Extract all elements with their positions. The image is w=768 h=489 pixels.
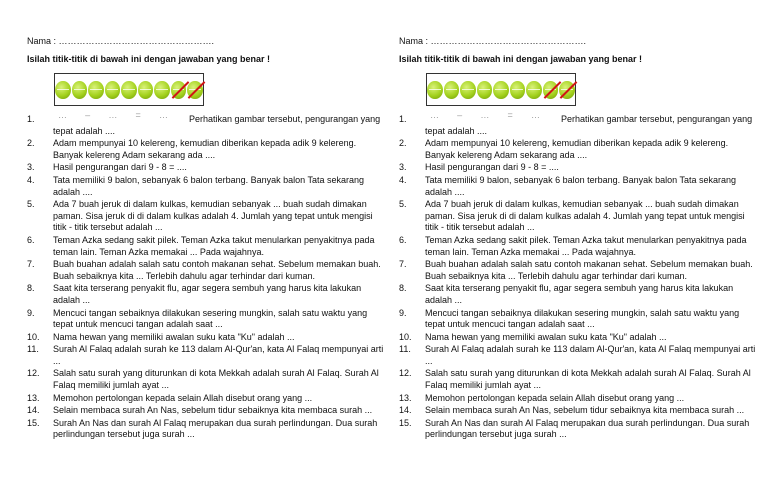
question-number: 2. [399,138,407,149]
question-item [399,368,759,391]
balloon-illustration [426,73,576,106]
question-item [399,344,759,367]
balloon-icon [477,81,493,99]
blank-dots: … [58,110,67,120]
question-item [399,199,759,234]
balloon-icon [427,81,443,99]
question-text: Nama hewan yang memiliki awalan suku kata "Ku" adalah ... [53,331,295,342]
question-number: 4. [399,174,407,185]
balloon-icon [510,81,526,99]
balloon-illustration [54,73,204,106]
question-number: 7. [27,259,35,270]
question-number: 1. [27,114,35,124]
question-number: 8. [399,283,407,294]
blank-dots: … [108,110,118,120]
balloon-icon [72,81,88,99]
question-text: Ada 7 buah jeruk di dalam kulkas, kemudian sebanyak ... buah sudah dimakan paman. Sisa jeruk di di dalam kulkas adalah 4. Jumlah yang tepat untuk mengisi titik - titik tersebut adalah ... [53,199,373,233]
question-text: Saat kita terserang penyakit flu, agar segera sembuh yang harus kita lakukan adalah ... [425,283,734,305]
balloon-icon [526,81,542,99]
question-number: 11. [399,344,411,355]
instruction-heading: Isilah titik-titik di bawah ini dengan jawaban yang benar ! [27,54,271,64]
question-text: Surah An Nas dan surah Al Falaq merupakan dua surah perlindungan. Dua surah perlindungan tersebut juga surah ... [425,417,750,440]
question-text: Mencuci tangan sebaiknya dilakukan sesering mungkin, salah satu waktu yang tepat untuk mencuci tangan adalah saat ... [53,307,368,330]
question-text: Salah satu surah yang diturunkan di kota Mekkah adalah surah Al Falaq. Surah Al Falaq memiliki jumlah ayat ... [53,368,379,391]
question-number: 12. [27,368,40,379]
question-text: Tata memiliki 9 balon, sebanyak 6 balon terbang. Banyak balon Tata sekarang adalah .... [425,174,737,197]
question-text: Surah An Nas dan surah Al Falaq merupakan dua surah perlindungan. Dua surah perlindungan tersebut juga surah ... [53,417,378,440]
balloon-icon [121,81,137,99]
question-text: Adam mempunyai 10 kelereng, kemudian diberikan kepada adik 9 kelereng. Banyak kelereng Adam sekarang ada .... [425,138,729,160]
balloon-icon [138,81,154,99]
balloon-icon [55,81,71,99]
question-text: Ada 7 buah jeruk di dalam kulkas, kemudian sebanyak ... buah sudah dimakan paman. Sisa jeruk di di dalam kulkas adalah 4. Jumlah yang tepat untuk mengisi titik - titik tersebut adalah ... [425,199,745,233]
question-item [399,259,759,282]
question-item [27,175,387,198]
question-text: Hasil pengurangan dari 9 - 8 = .... [53,162,187,173]
blank-dots: … [480,110,490,120]
question-item [27,259,387,282]
question-item [27,138,387,161]
question-number: 14. [399,405,412,416]
minus-sign: – [85,110,91,120]
name-field-line: Nama : ……………………………………………. [27,36,215,46]
question-text: Buah buahan adalah salah satu contoh makanan sehat. Sebelum memakan buah. Buah sebaiknya kita ... Terlebih dahulu agar terhindar dari kuman. [425,259,753,281]
question-number: 12. [399,368,412,379]
balloon-icon [444,81,460,99]
question-text: Selain membaca surah An Nas, sebelum tidur sebaiknya kita membaca surah ... [53,405,373,416]
question-number: 11. [27,344,39,355]
question-text: Tata memiliki 9 balon, sebanyak 6 balon terbang. Banyak balon Tata sekarang adalah .... [53,174,365,197]
question-item [27,283,387,306]
question-text: Buah buahan adalah salah satu contoh makanan sehat. Sebelum memakan buah. Buah sebaiknya kita ... Terlebih dahulu agar terhindar dari kuman. [53,259,381,281]
question-item [27,332,387,344]
question-text: Hasil pengurangan dari 9 - 8 = .... [425,162,559,173]
balloon-icon [460,81,476,99]
question-text: Surah Al Falaq adalah surah ke 113 dalam Al-Qur'an, kata Al Falaq mempunyai arti ... [425,344,756,366]
question-text: Memohon pertolongan kepada selain Allah disebut orang yang ... [425,392,685,403]
question-number: 15. [27,417,40,428]
question-number: 3. [27,162,35,173]
question-item [27,114,387,137]
question-number: 15. [399,417,412,428]
question-number: 10. [27,331,40,342]
equals-sign: = [135,110,141,120]
balloon-icon [493,81,509,99]
question-number: 1. [399,114,407,124]
equals-sign: = [507,110,513,120]
blank-dots: … [158,110,168,120]
question-text: Mencuci tangan sebaiknya dilakukan sesering mungkin, salah satu waktu yang tepat untuk mencuci tangan adalah saat ... [425,307,740,330]
minus-sign: – [457,110,463,120]
question-number: 13. [399,392,412,403]
question-list [399,114,759,442]
question-item [27,199,387,234]
question-list [27,114,387,442]
question-text: Salah satu surah yang diturunkan di kota Mekkah adalah surah Al Falaq. Surah Al Falaq memiliki jumlah ayat ... [425,368,751,391]
question-number: 14. [27,405,40,416]
question-text: Nama hewan yang memiliki awalan suku kata "Ku" adalah ... [425,331,667,342]
question-item [399,175,759,198]
question-text: Selain membaca surah An Nas, sebelum tidur sebaiknya kita membaca surah ... [425,405,745,416]
question-number: 8. [27,283,35,294]
question-item [399,138,759,161]
blank-dots: … [530,110,540,120]
question-item [399,332,759,344]
question-number: 4. [27,174,35,185]
question-text: Adam mempunyai 10 kelereng, kemudian diberikan kepada adik 9 kelereng. Banyak kelereng Adam sekarang ada .... [53,138,357,160]
question-item [27,368,387,391]
crossed-balloon-icon [187,81,203,99]
question-item [27,235,387,258]
instruction-heading: Isilah titik-titik di bawah ini dengan jawaban yang benar ! [399,54,643,64]
question-item [27,344,387,367]
question-text: Teman Azka sedang sakit pilek. Teman Azka takut menularkan penyakitnya pada teman lain. Teman Azka memakai ... Pada wajahnya. [425,234,747,257]
balloon-icon [88,81,104,99]
question-number: 7. [399,259,407,270]
question-number: 13. [27,392,40,403]
question-item [399,235,759,258]
blank-dots: … [430,110,439,120]
question-item [399,162,759,174]
question-item [399,114,759,137]
question-number: 5. [27,199,35,210]
question-item [27,393,387,405]
balloon-icon [154,81,170,99]
question-text: Saat kita terserang penyakit flu, agar segera sembuh yang harus kita lakukan adalah ... [53,283,362,305]
name-field-line: Nama : ……………………………………………. [399,36,587,46]
question-text: Teman Azka sedang sakit pilek. Teman Azka takut menularkan penyakitnya pada teman lain. Teman Azka memakai ... Pada wajahnya. [53,234,375,257]
question-number: 9. [399,307,407,318]
question-item [27,308,387,331]
question-number: 6. [399,234,407,245]
crossed-balloon-icon [171,81,187,99]
question-number: 5. [399,199,407,210]
question-item [27,418,387,441]
question-text: Surah Al Falaq adalah surah ke 113 dalam Al-Qur'an, kata Al Falaq mempunyai arti ... [53,344,384,366]
question-text: Perhatikan gambar tersebut, pengurangan yang tepat adalah .... [425,114,753,136]
question-item [399,418,759,441]
question-item [399,308,759,331]
question-number: 3. [399,162,407,173]
question-number: 2. [27,138,35,149]
question-number: 10. [399,331,412,342]
crossed-balloon-icon [543,81,559,99]
question-item [27,162,387,174]
question-number: 6. [27,234,35,245]
question-item [399,405,759,417]
question-text: Memohon pertolongan kepada selain Allah disebut orang yang ... [53,392,313,403]
question-text: Perhatikan gambar tersebut, pengurangan yang tepat adalah .... [53,114,381,136]
question-item [27,405,387,417]
question-number: 9. [27,307,35,318]
question-item [399,283,759,306]
balloon-icon [105,81,121,99]
question-item [399,393,759,405]
crossed-balloon-icon [559,81,575,99]
